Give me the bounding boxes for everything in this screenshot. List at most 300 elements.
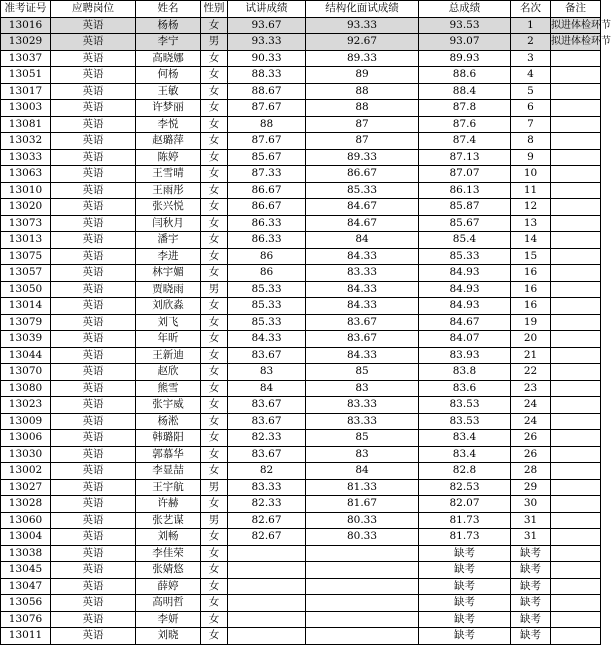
position-cell: 英语 (51, 347, 136, 364)
table-row (1, 347, 601, 364)
name-cell: 闫秋月 (136, 215, 201, 232)
gender-cell: 男 (201, 34, 228, 51)
lecture-score-cell: 87.33 (228, 166, 306, 183)
remark-cell (551, 347, 601, 364)
position-cell: 英语 (51, 265, 136, 282)
name-cell: 高明哲 (136, 595, 201, 612)
remark-cell (551, 83, 601, 100)
total-score-cell: 93.53 (419, 17, 511, 34)
rank-cell: 缺考 (511, 595, 551, 612)
table-row (1, 413, 601, 430)
table-row (1, 463, 601, 480)
position-cell: 英语 (51, 232, 136, 249)
lecture-score-cell: 88.67 (228, 83, 306, 100)
exam-id-cell: 13073 (1, 215, 51, 232)
rank-cell: 28 (511, 463, 551, 480)
remark-cell (551, 166, 601, 183)
lecture-score-cell: 85.33 (228, 298, 306, 315)
rank-cell: 21 (511, 347, 551, 364)
lecture-score-cell: 86.67 (228, 199, 306, 216)
table-row (1, 562, 601, 579)
name-cell: 李进 (136, 248, 201, 265)
position-cell: 英语 (51, 578, 136, 595)
position-cell: 英语 (51, 34, 136, 51)
total-score-cell: 83.53 (419, 397, 511, 414)
remark-cell (551, 50, 601, 67)
header-cell-lecture-score: 试讲成绩 (228, 1, 306, 18)
gender-cell: 女 (201, 595, 228, 612)
lecture-score-cell: 85.33 (228, 281, 306, 298)
name-cell: 赵璐萍 (136, 133, 201, 150)
remark-cell (551, 215, 601, 232)
lecture-score-cell: 93.33 (228, 34, 306, 51)
table-row (1, 314, 601, 331)
name-cell: 张宇威 (136, 397, 201, 414)
rank-cell: 24 (511, 397, 551, 414)
gender-cell: 女 (201, 149, 228, 166)
position-cell: 英语 (51, 611, 136, 628)
total-score-cell: 93.07 (419, 34, 511, 51)
table-row (1, 248, 601, 265)
total-score-cell: 83.6 (419, 380, 511, 397)
exam-id-cell: 13016 (1, 17, 51, 34)
exam-id-cell: 13063 (1, 166, 51, 183)
position-cell: 英语 (51, 496, 136, 513)
gender-cell: 女 (201, 100, 228, 117)
table-row (1, 149, 601, 166)
rank-cell: 缺考 (511, 628, 551, 645)
total-score-cell: 缺考 (419, 545, 511, 562)
table-row (1, 17, 601, 34)
gender-cell: 男 (201, 512, 228, 529)
exam-id-cell: 13020 (1, 199, 51, 216)
position-cell: 英语 (51, 248, 136, 265)
name-cell: 王宇航 (136, 479, 201, 496)
interview-score-cell: 85.33 (306, 182, 419, 199)
exam-id-cell: 13029 (1, 34, 51, 51)
position-cell: 英语 (51, 463, 136, 480)
position-cell: 英语 (51, 149, 136, 166)
name-cell: 李显喆 (136, 463, 201, 480)
interview-score-cell: 88 (306, 100, 419, 117)
table-row (1, 182, 601, 199)
total-score-cell: 84.93 (419, 281, 511, 298)
lecture-score-cell: 82 (228, 463, 306, 480)
interview-score-cell: 81.33 (306, 479, 419, 496)
lecture-score-cell: 82.33 (228, 496, 306, 513)
table-row (1, 545, 601, 562)
header-cell-name: 姓名 (136, 1, 201, 18)
lecture-score-cell (228, 578, 306, 595)
interview-score-cell: 84.33 (306, 298, 419, 315)
rank-cell: 26 (511, 430, 551, 447)
exam-id-cell: 13081 (1, 116, 51, 133)
rank-cell: 24 (511, 413, 551, 430)
rank-cell: 31 (511, 529, 551, 546)
lecture-score-cell: 85.33 (228, 314, 306, 331)
rank-cell: 30 (511, 496, 551, 513)
lecture-score-cell (228, 611, 306, 628)
lecture-score-cell: 86.33 (228, 215, 306, 232)
position-cell: 英语 (51, 215, 136, 232)
lecture-score-cell: 83.67 (228, 446, 306, 463)
interview-score-cell: 83 (306, 446, 419, 463)
table-row (1, 83, 601, 100)
name-cell: 李宁 (136, 34, 201, 51)
rank-cell: 6 (511, 100, 551, 117)
position-cell: 英语 (51, 133, 136, 150)
position-cell: 英语 (51, 562, 136, 579)
gender-cell: 女 (201, 496, 228, 513)
table-row (1, 446, 601, 463)
name-cell: 王雪晴 (136, 166, 201, 183)
total-score-cell: 82.53 (419, 479, 511, 496)
name-cell: 李佳荣 (136, 545, 201, 562)
total-score-cell: 84.07 (419, 331, 511, 348)
gender-cell: 女 (201, 380, 228, 397)
exam-id-cell: 13080 (1, 380, 51, 397)
header-cell-exam-id: 准考证号 (1, 1, 51, 18)
position-cell: 英语 (51, 331, 136, 348)
table-row (1, 100, 601, 117)
lecture-score-cell: 83.67 (228, 397, 306, 414)
total-score-cell: 缺考 (419, 611, 511, 628)
gender-cell: 女 (201, 529, 228, 546)
gender-cell: 女 (201, 331, 228, 348)
remark-cell: 拟进体检环节 (551, 34, 601, 51)
remark-cell (551, 413, 601, 430)
lecture-score-cell: 82.67 (228, 529, 306, 546)
total-score-cell: 87.07 (419, 166, 511, 183)
position-cell: 英语 (51, 628, 136, 645)
exam-id-cell: 13004 (1, 529, 51, 546)
interview-score-cell: 84 (306, 232, 419, 249)
position-cell: 英语 (51, 199, 136, 216)
rank-cell: 12 (511, 199, 551, 216)
name-cell: 刘飞 (136, 314, 201, 331)
table-row (1, 265, 601, 282)
remark-cell (551, 199, 601, 216)
rank-cell: 23 (511, 380, 551, 397)
table-row (1, 67, 601, 84)
exam-id-cell: 13079 (1, 314, 51, 331)
rank-cell: 11 (511, 182, 551, 199)
interview-score-cell: 83.33 (306, 265, 419, 282)
position-cell: 英语 (51, 380, 136, 397)
position-cell: 英语 (51, 166, 136, 183)
rank-cell: 29 (511, 479, 551, 496)
lecture-score-cell: 86 (228, 248, 306, 265)
interview-score-cell: 89 (306, 67, 419, 84)
exam-id-cell: 13038 (1, 545, 51, 562)
total-score-cell: 84.93 (419, 265, 511, 282)
gender-cell: 女 (201, 248, 228, 265)
table-row (1, 232, 601, 249)
exam-id-cell: 13014 (1, 298, 51, 315)
exam-id-cell: 13051 (1, 67, 51, 84)
rank-cell: 5 (511, 83, 551, 100)
interview-score-cell (306, 578, 419, 595)
table-row (1, 116, 601, 133)
position-cell: 英语 (51, 314, 136, 331)
lecture-score-cell: 88 (228, 116, 306, 133)
interview-score-cell: 80.33 (306, 512, 419, 529)
table-row (1, 611, 601, 628)
lecture-score-cell: 93.67 (228, 17, 306, 34)
gender-cell: 男 (201, 281, 228, 298)
interview-score-cell (306, 545, 419, 562)
total-score-cell: 82.8 (419, 463, 511, 480)
total-score-cell: 82.07 (419, 496, 511, 513)
lecture-score-cell: 83.33 (228, 479, 306, 496)
total-score-cell: 83.4 (419, 446, 511, 463)
name-cell: 刘晓 (136, 628, 201, 645)
exam-id-cell: 13075 (1, 248, 51, 265)
table-row (1, 364, 601, 381)
exam-id-cell: 13076 (1, 611, 51, 628)
lecture-score-cell: 83 (228, 364, 306, 381)
rank-cell: 3 (511, 50, 551, 67)
remark-cell (551, 364, 601, 381)
remark-cell (551, 265, 601, 282)
exam-id-cell: 13070 (1, 364, 51, 381)
gender-cell: 女 (201, 463, 228, 480)
name-cell: 王雨彤 (136, 182, 201, 199)
interview-score-cell: 89.33 (306, 149, 419, 166)
lecture-score-cell (228, 595, 306, 612)
exam-id-cell: 13060 (1, 512, 51, 529)
total-score-cell: 84.67 (419, 314, 511, 331)
rank-cell: 22 (511, 364, 551, 381)
exam-id-cell: 13027 (1, 479, 51, 496)
interview-score-cell (306, 628, 419, 645)
rank-cell: 20 (511, 331, 551, 348)
table-row (1, 380, 601, 397)
remark-cell (551, 578, 601, 595)
remark-cell (551, 479, 601, 496)
table-row (1, 331, 601, 348)
gender-cell: 女 (201, 545, 228, 562)
table-row (1, 199, 601, 216)
header-cell-gender: 性别 (201, 1, 228, 18)
position-cell: 英语 (51, 50, 136, 67)
table-row (1, 479, 601, 496)
remark-cell (551, 545, 601, 562)
position-cell: 英语 (51, 430, 136, 447)
interview-score-cell: 83.67 (306, 331, 419, 348)
name-cell: 韩璐阳 (136, 430, 201, 447)
gender-cell: 女 (201, 364, 228, 381)
exam-id-cell: 13032 (1, 133, 51, 150)
remark-cell: 拟进体检环节 (551, 17, 601, 34)
position-cell: 英语 (51, 413, 136, 430)
position-cell: 英语 (51, 529, 136, 546)
interview-score-cell: 83.33 (306, 397, 419, 414)
table-row (1, 529, 601, 546)
gender-cell: 女 (201, 413, 228, 430)
exam-id-cell: 13047 (1, 578, 51, 595)
position-cell: 英语 (51, 100, 136, 117)
name-cell: 何杨 (136, 67, 201, 84)
table-row (1, 496, 601, 513)
exam-id-cell: 13023 (1, 397, 51, 414)
remark-cell (551, 562, 601, 579)
total-score-cell: 83.8 (419, 364, 511, 381)
table-row (1, 298, 601, 315)
exam-id-cell: 13006 (1, 430, 51, 447)
name-cell: 杨淞 (136, 413, 201, 430)
name-cell: 熊雪 (136, 380, 201, 397)
exam-id-cell: 13039 (1, 331, 51, 348)
gender-cell: 女 (201, 314, 228, 331)
name-cell: 张婧悠 (136, 562, 201, 579)
exam-id-cell: 13002 (1, 463, 51, 480)
table-row (1, 578, 601, 595)
name-cell: 杨杨 (136, 17, 201, 34)
remark-cell (551, 281, 601, 298)
gender-cell: 女 (201, 166, 228, 183)
interview-score-cell: 89.33 (306, 50, 419, 67)
rank-cell: 16 (511, 298, 551, 315)
gender-cell: 女 (201, 578, 228, 595)
interview-score-cell: 86.67 (306, 166, 419, 183)
remark-cell (551, 628, 601, 645)
total-score-cell: 89.93 (419, 50, 511, 67)
rank-cell: 15 (511, 248, 551, 265)
header-row (1, 1, 601, 18)
position-cell: 英语 (51, 182, 136, 199)
interview-score-cell: 81.67 (306, 496, 419, 513)
header-cell-remark: 备注 (551, 1, 601, 18)
remark-cell (551, 149, 601, 166)
position-cell: 英语 (51, 479, 136, 496)
remark-cell (551, 496, 601, 513)
remark-cell (551, 232, 601, 249)
interview-score-cell: 84.33 (306, 248, 419, 265)
exam-id-cell: 13057 (1, 265, 51, 282)
name-cell: 赵欣 (136, 364, 201, 381)
remark-cell (551, 463, 601, 480)
remark-cell (551, 298, 601, 315)
name-cell: 陈婷 (136, 149, 201, 166)
total-score-cell: 81.73 (419, 529, 511, 546)
remark-cell (551, 595, 601, 612)
name-cell: 郭慕华 (136, 446, 201, 463)
name-cell: 刘畅 (136, 529, 201, 546)
table-row (1, 215, 601, 232)
rank-cell: 31 (511, 512, 551, 529)
lecture-score-cell: 86.33 (228, 232, 306, 249)
gender-cell: 女 (201, 347, 228, 364)
name-cell: 刘欣淼 (136, 298, 201, 315)
gender-cell: 女 (201, 67, 228, 84)
name-cell: 薛婷 (136, 578, 201, 595)
total-score-cell: 81.73 (419, 512, 511, 529)
position-cell: 英语 (51, 83, 136, 100)
name-cell: 王敏 (136, 83, 201, 100)
rank-cell: 缺考 (511, 578, 551, 595)
rank-cell: 8 (511, 133, 551, 150)
header-cell-position: 应聘岗位 (51, 1, 136, 18)
table-row (1, 34, 601, 51)
lecture-score-cell: 86.67 (228, 182, 306, 199)
name-cell: 许梦丽 (136, 100, 201, 117)
interview-score-cell: 80.33 (306, 529, 419, 546)
remark-cell (551, 397, 601, 414)
rank-cell: 16 (511, 281, 551, 298)
total-score-cell: 87.8 (419, 100, 511, 117)
remark-cell (551, 116, 601, 133)
total-score-cell: 缺考 (419, 628, 511, 645)
lecture-score-cell (228, 562, 306, 579)
position-cell: 英语 (51, 67, 136, 84)
rank-cell: 缺考 (511, 562, 551, 579)
exam-id-cell: 13013 (1, 232, 51, 249)
gender-cell: 女 (201, 430, 228, 447)
lecture-score-cell: 86 (228, 265, 306, 282)
remark-cell (551, 529, 601, 546)
interview-score-cell: 87 (306, 116, 419, 133)
header-cell-rank: 名次 (511, 1, 551, 18)
remark-cell (551, 67, 601, 84)
interview-score-cell: 84.67 (306, 215, 419, 232)
table-row (1, 397, 601, 414)
gender-cell: 女 (201, 133, 228, 150)
lecture-score-cell: 83.67 (228, 347, 306, 364)
position-cell: 英语 (51, 116, 136, 133)
interview-score-cell: 92.67 (306, 34, 419, 51)
rank-cell: 2 (511, 34, 551, 51)
total-score-cell: 84.93 (419, 298, 511, 315)
rank-cell: 1 (511, 17, 551, 34)
rank-cell: 14 (511, 232, 551, 249)
gender-cell: 女 (201, 298, 228, 315)
remark-cell (551, 380, 601, 397)
interview-score-cell: 87 (306, 133, 419, 150)
total-score-cell: 85.33 (419, 248, 511, 265)
lecture-score-cell: 87.67 (228, 133, 306, 150)
remark-cell (551, 248, 601, 265)
total-score-cell: 83.93 (419, 347, 511, 364)
remark-cell (551, 430, 601, 447)
rank-cell: 缺考 (511, 611, 551, 628)
table-row (1, 512, 601, 529)
rank-cell: 9 (511, 149, 551, 166)
name-cell: 潘宇 (136, 232, 201, 249)
lecture-score-cell: 85.67 (228, 149, 306, 166)
interview-score-cell: 84.33 (306, 281, 419, 298)
total-score-cell: 87.6 (419, 116, 511, 133)
interview-score-cell (306, 562, 419, 579)
gender-cell: 女 (201, 83, 228, 100)
rank-cell: 4 (511, 67, 551, 84)
interview-score-cell: 85 (306, 364, 419, 381)
position-cell: 英语 (51, 281, 136, 298)
interview-score-cell: 84.33 (306, 347, 419, 364)
lecture-score-cell: 82.33 (228, 430, 306, 447)
position-cell: 英语 (51, 595, 136, 612)
name-cell: 王新迪 (136, 347, 201, 364)
gender-cell: 女 (201, 562, 228, 579)
interview-score-cell: 84 (306, 463, 419, 480)
lecture-score-cell (228, 545, 306, 562)
position-cell: 英语 (51, 545, 136, 562)
rank-cell: 19 (511, 314, 551, 331)
header-cell-total-score: 总成绩 (419, 1, 511, 18)
name-cell: 年昕 (136, 331, 201, 348)
gender-cell: 女 (201, 446, 228, 463)
interview-score-cell (306, 611, 419, 628)
